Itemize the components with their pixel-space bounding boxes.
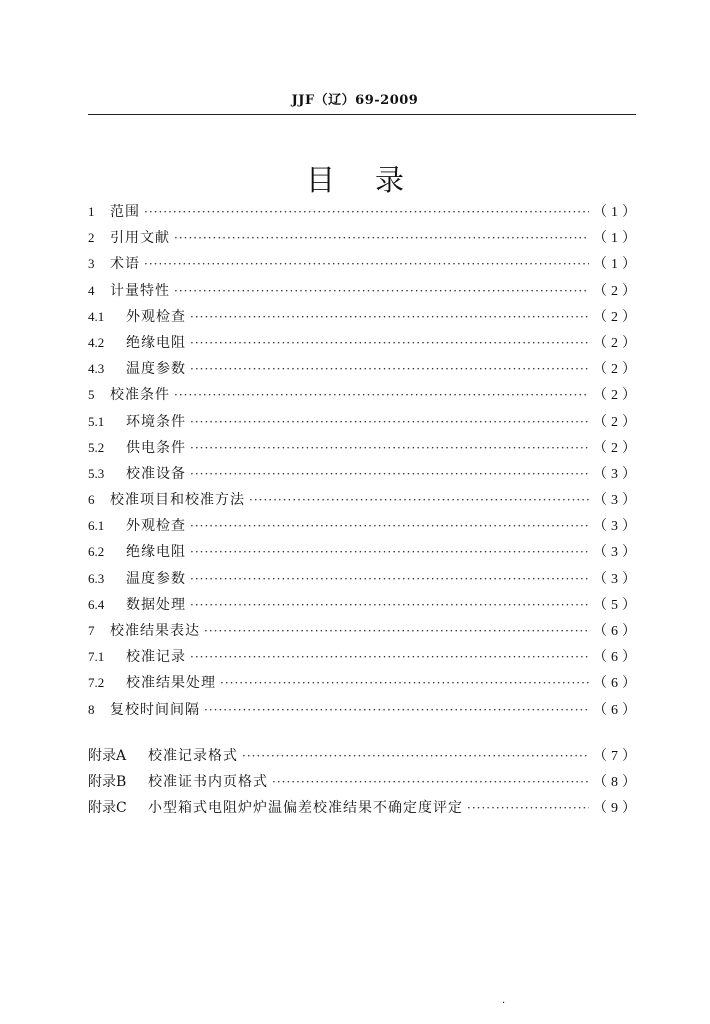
toc-leader-dots (190, 304, 589, 330)
header-rule (88, 114, 636, 115)
toc-leader-dots (190, 566, 589, 592)
toc-entry-page: （1） (593, 257, 640, 273)
toc-entry-page: （2） (593, 414, 640, 430)
toc-leader-dots (174, 278, 589, 304)
toc-leader-dots (467, 795, 589, 821)
toc-entry-title: 术语 (110, 256, 140, 273)
document-code-header: JJF（辽）69-2009 (291, 93, 419, 108)
toc-entry (88, 618, 640, 644)
page-title: 目录 (305, 163, 444, 197)
toc-leader-dots (174, 382, 589, 408)
toc-entry-title: 校准结果表达 (110, 623, 200, 639)
toc-entry-title: 外观检查 (126, 308, 186, 325)
toc-leader-dots (204, 618, 589, 644)
toc-entry-page: （3） (593, 571, 640, 587)
toc-entry-number: 4 (88, 282, 95, 298)
toc-entry-page: （6） (593, 650, 640, 666)
toc-entry-number: 6.2 (88, 544, 105, 560)
toc-entry (88, 566, 640, 592)
toc-leader-dots (249, 487, 589, 513)
appendix-label: 附录A (88, 748, 127, 764)
toc-entry (88, 225, 640, 251)
appendix-entry (88, 743, 640, 769)
toc-entry-number: 5.3 (88, 465, 105, 481)
toc-entry-page: （1） (593, 205, 640, 220)
toc-entry (88, 697, 640, 723)
toc-leader-dots (190, 592, 589, 618)
toc-leader-dots (220, 670, 589, 696)
toc-entry-title: 校准设备 (126, 465, 186, 482)
toc-entry-page: （5） (593, 597, 640, 613)
toc-entry-number: 1 (88, 204, 95, 219)
toc-entry-title: 复校时间间隔 (110, 701, 200, 718)
toc-entry-page: （6） (593, 702, 640, 718)
appendix-entry (88, 769, 640, 795)
toc-entry (88, 304, 640, 330)
appendix-page: （7） (593, 749, 640, 764)
toc-entry-number: 5 (88, 387, 95, 403)
toc-leader-dots (144, 251, 589, 277)
toc-entry (88, 435, 640, 461)
toc-entry-number: 6.4 (88, 596, 105, 612)
toc-entry-title: 校准记录 (126, 649, 186, 666)
table-of-contents (88, 199, 640, 723)
toc-entry-page: （3） (593, 466, 640, 482)
toc-entry-page: （2） (593, 283, 640, 299)
toc-leader-dots (190, 356, 589, 382)
appendix-list (88, 743, 640, 822)
toc-entry-number: 8 (88, 701, 95, 717)
toc-entry-number: 4.2 (88, 334, 105, 350)
toc-entry-title: 校准条件 (110, 387, 170, 404)
toc-entry-number: 2 (88, 230, 95, 246)
appendix-label: 附录B (88, 774, 127, 791)
toc-entry-title: 供电条件 (126, 439, 186, 456)
toc-entry-number: 5.2 (88, 439, 105, 455)
toc-entry-page: （1） (593, 231, 640, 247)
toc-entry-page: （6） (593, 676, 640, 692)
toc-entry-title: 环境条件 (126, 413, 186, 430)
toc-leader-dots (190, 435, 589, 461)
toc-entry (88, 356, 640, 382)
toc-leader-dots (144, 199, 589, 225)
toc-entry-page: （2） (593, 440, 640, 456)
toc-entry (88, 251, 640, 277)
toc-leader-dots (204, 697, 589, 723)
toc-entry-page: （2） (593, 309, 640, 325)
toc-entry-number: 4.3 (88, 361, 105, 377)
toc-entry-number: 3 (88, 256, 95, 272)
toc-entry-number: 4.1 (88, 308, 105, 324)
toc-entry (88, 513, 640, 539)
toc-entry-page: （3） (593, 493, 640, 509)
toc-entry-title: 校准项目和校准方法 (110, 492, 245, 509)
toc-entry-title: 数据处理 (126, 596, 186, 613)
toc-entry-title: 外观检查 (126, 518, 186, 535)
toc-entry-title: 绝缘电阻 (126, 544, 186, 561)
toc-entry-title: 温度参数 (126, 361, 186, 378)
toc-leader-dots (190, 539, 589, 565)
toc-leader-dots (242, 743, 589, 769)
toc-entry (88, 278, 640, 304)
toc-leader-dots (190, 409, 589, 435)
toc-entry (88, 644, 640, 670)
toc-entry-title: 校准结果处理 (126, 675, 216, 692)
toc-entry-number: 7.2 (88, 675, 105, 691)
appendix-title: 校准记录格式 (148, 748, 238, 764)
toc-entry-page: （2） (593, 362, 640, 378)
toc-entry (88, 487, 640, 513)
toc-leader-dots (272, 769, 589, 795)
toc-entry-title: 引用文献 (110, 230, 170, 247)
toc-entry-page: （6） (593, 624, 640, 639)
toc-entry-number: 6.1 (88, 518, 105, 534)
toc-entry-page: （3） (593, 545, 640, 561)
appendix-entry (88, 795, 640, 821)
toc-entry (88, 409, 640, 435)
toc-entry-number: 7.1 (88, 649, 105, 665)
toc-leader-dots (190, 513, 589, 539)
scan-speck: · (502, 998, 506, 1009)
appendix-page: （9） (593, 801, 640, 817)
toc-entry-title: 绝缘电阻 (126, 334, 186, 351)
toc-entry-number: 6.3 (88, 570, 105, 586)
toc-leader-dots (190, 644, 589, 670)
appendix-title: 校准证书内页格式 (148, 774, 268, 791)
toc-entry-title: 计量特性 (110, 282, 170, 299)
toc-entry-title: 范围 (110, 204, 140, 220)
toc-leader-dots (190, 461, 589, 487)
appendix-title: 小型箱式电阻炉炉温偏差校准结果不确定度评定 (148, 800, 463, 817)
toc-leader-dots (190, 330, 589, 356)
toc-entry-page: （2） (593, 335, 640, 351)
toc-entry (88, 382, 640, 408)
toc-leader-dots (174, 225, 589, 251)
toc-entry (88, 461, 640, 487)
toc-entry (88, 670, 640, 696)
appendix-page: （8） (593, 775, 640, 791)
toc-entry (88, 330, 640, 356)
toc-entry-number: 5.1 (88, 413, 105, 429)
appendix-label: 附录C (88, 800, 127, 817)
toc-entry-number: 6 (88, 492, 95, 508)
toc-entry-page: （3） (593, 519, 640, 535)
toc-entry (88, 199, 640, 225)
toc-entry-title: 温度参数 (126, 570, 186, 587)
toc-entry-page: （2） (593, 388, 640, 404)
toc-entry (88, 592, 640, 618)
toc-entry (88, 539, 640, 565)
toc-entry-number: 7 (88, 623, 95, 638)
